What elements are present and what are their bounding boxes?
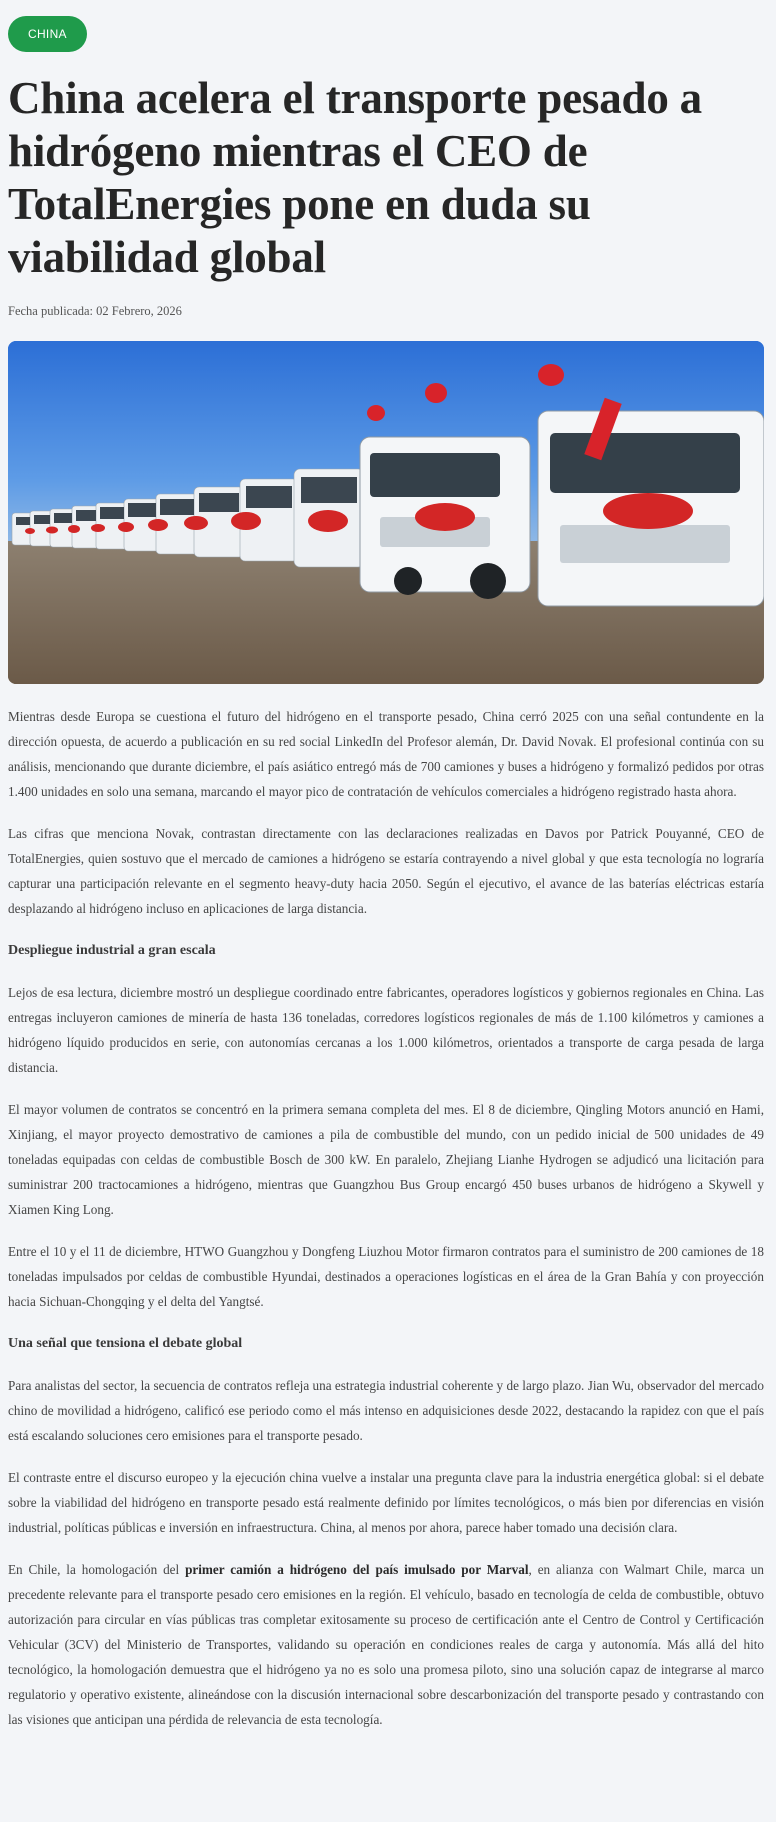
paragraph-text: En Chile, la homologación del [8, 1562, 186, 1577]
paragraph-text: , en alianza con Walmart Chile, marca un precedente relevante para el transporte pesado cero emisiones en la región. El vehículo, basado en tecnología de celda de combustible, obtuvo autorización para circular en vías públicas tras completar exitosamente su proceso de certificación ante el Centro de Control y Certificación Vehicular (3CV) del Ministerio de Transportes, validando su operación en condiciones reales de carga y autonomía. Más allá del hito tecnológico, la homologación demuestra que el hidrógeno ya no es solo una promesa piloto, sino una solución capaz de integrarse al marco regulatorio y operativo existente, alineándose con la discusión internacional sobre descarbonización del transporte pesado y contrastando con las visiones que anticipan una pérdida de relevancia de esta tecnología. [8, 1562, 764, 1727]
paragraph: Entre el 10 y el 11 de diciembre, HTWO Guangzhou y Dongfeng Liuzhou Motor firmaron contratos para el suministro de 200 camiones de 18 toneladas impulsados por celdas de combustible Hyundai, destinados a operaciones logísticas en el área de la Gran Bahía y con proyección hacia Sichuan-Chongqing y el delta del Yangtsé. [8, 1244, 764, 1309]
article-title: China acelera el transporte pesado a hidrógeno mientras el CEO de TotalEnergies pone en duda su viabilidad global [8, 73, 702, 282]
category-tag[interactable]: CHINA [8, 16, 87, 52]
publish-date [8, 304, 764, 319]
publish-date-value: 02 Febrero, 2026 [96, 304, 182, 318]
paragraph: El mayor volumen de contratos se concentró en la primera semana completa del mes. El 8 de diciembre, Qingling Motors anunció en Hami, Xinjiang, el mayor proyecto demostrativo de camiones a pila de combustible del mundo, con un pedido inicial de 500 unidades de 49 toneladas equipadas con celdas de combustible Bosch de 300 kW. En paralelo, Zhejiang Lianhe Hydrogen se adjudicó una licitación para suministrar 200 tractocamiones a hidrógeno, mientras que Guangzhou Bus Group encargó 450 buses urbanos de hidrógeno a Skywell y Xiamen King Long. [8, 1102, 764, 1217]
paragraph: Para analistas del sector, la secuencia de contratos refleja una estrategia industrial coherente y de largo plazo. Jian Wu, observador del mercado chino de movilidad a hidrógeno, calificó ese periodo como el más intenso en adquisiciones desde 2022, destacando la rapidez con que el país está escalando soluciones cero emisiones para el transporte pesado. [8, 1378, 764, 1443]
publish-date-label: Fecha publicada: [8, 304, 94, 318]
hydrogen-trucks-illustration [8, 341, 764, 684]
hero-image [8, 341, 764, 684]
article-body [8, 704, 764, 1732]
paragraph: El contraste entre el discurso europeo y la ejecución china vuelve a instalar una pregunta clave para la industria energética global: si el debate sobre la viabilidad del hidrógeno en transporte pesado está realmente definido por límites tecnológicos, o más bien por diferencias en visión industrial, políticas públicas e inversión en infraestructura. China, al menos por ahora, parece haber tomado una decisión clara. [8, 1470, 764, 1535]
marval-link[interactable]: primer camión a hidrógeno del país imulsado por Marval [185, 1562, 529, 1577]
paragraph: Las cifras que menciona Novak, contrastan directamente con las declaraciones realizadas en Davos por Patrick Pouyanné, CEO de TotalEnergies, quien sostuvo que el mercado de camiones a hidrógeno se estaría contrayendo a nivel global y que esta tecnología no lograría capturar una participación relevante en el segmento heavy-duty hacia 2050. Según el ejecutivo, el avance de las baterías eléctricas estaría desplazando al hidrógeno incluso en aplicaciones de larga distancia. [8, 826, 764, 916]
section-heading: Una señal que tensiona el debate global [8, 1336, 243, 1351]
paragraph: Lejos de esa lectura, diciembre mostró un despliegue coordinado entre fabricantes, operadores logísticos y gobiernos regionales en China. Las entregas incluyeron camiones de minería de hasta 136 toneladas, corredores logísticos regionales de más de 1.100 kilómetros y camiones a hidrógeno líquido producidos en serie, con autonomías cercanas a los 1.000 kilómetros, orientados a transporte de carga pesada de larga distancia. [8, 985, 764, 1075]
paragraph: Mientras desde Europa se cuestiona el futuro del hidrógeno en el transporte pesado, China cerró 2025 con una señal contundente en la dirección opuesta, de acuerdo a publicación en su red social LinkedIn del Profesor alemán, Dr. David Novak. El profesional continúa con su análisis, mencionando que durante diciembre, el país asiático entregó más de 700 camiones y buses a hidrógeno y formalizó pedidos por otras 1.400 unidades en solo una semana, marcando el mayor pico de contratación de vehículos comerciales a hidrógeno registrado hasta ahora. [8, 709, 764, 799]
paragraph [8, 1557, 764, 1732]
section-heading: Despliegue industrial a gran escala [8, 943, 216, 958]
